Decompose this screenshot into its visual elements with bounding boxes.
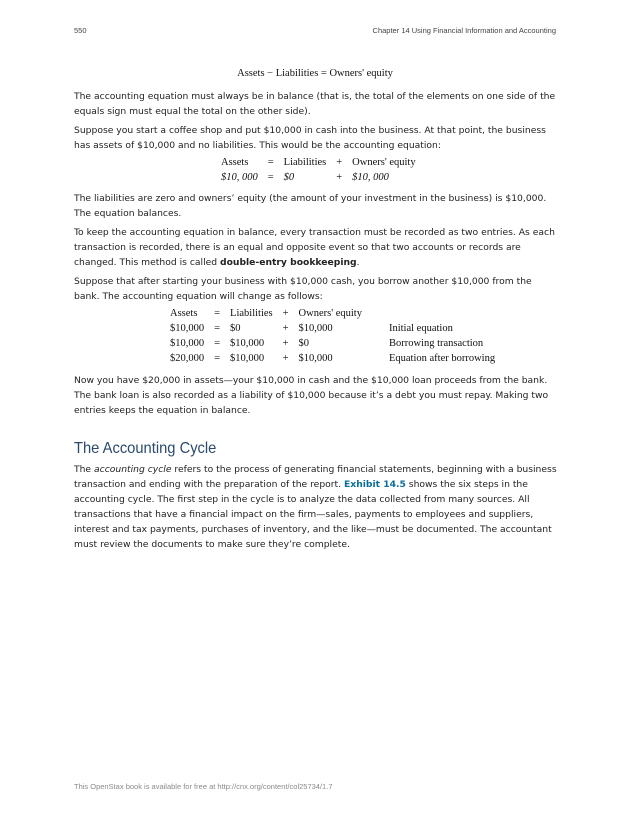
eq-cell: $0 [298, 338, 310, 349]
eq-cell: Assets [221, 157, 249, 168]
paragraph-text: The accounting equation must always be in balance (that is, the total of the elements on one side of the equals sign must equal the total on the other side). [74, 91, 556, 117]
eq-cell: Liabilities [283, 157, 327, 168]
eq-cell: $0 [230, 323, 241, 334]
eq-cell: + [282, 338, 289, 349]
equation-borrowing-table [165, 306, 500, 366]
paragraph-accounting-cycle [74, 462, 558, 552]
eq-cell: + [282, 353, 289, 364]
page-number: 550 [74, 26, 87, 35]
paragraph-coffee-shop [74, 123, 558, 153]
equation-row [165, 321, 500, 336]
equation-row [165, 336, 500, 351]
paragraph-balance [74, 89, 558, 119]
text-run: To keep the accounting equation in balance, every transaction must be recorded as two entries. As each transaction is recorded, there is an equal and opposite event so that two accounts or records are changed. This method is called [74, 227, 555, 268]
text-run: . [356, 257, 360, 268]
paragraph-text [74, 225, 558, 270]
term-double-entry: double-entry bookkeeping [220, 257, 357, 268]
paragraph-text: Suppose you start a coffee shop and put $10,000 in cash into the business. At that point, the business has assets of $10,000 and no liabilities. This would be the accounting equation: [74, 125, 546, 151]
term-accounting-cycle: accounting cycle [94, 464, 172, 475]
text-run: shows the six steps in the accounting cycle. The first step in the cycle is to analyze the data collected from many sources. All transactions that have a financial impact on the firm—sales, payments to employees and suppliers, interest and tax payments, purchases of inventory, and the like—must be documented. The accountant must review the documents to make sure they’re complete. [74, 479, 552, 550]
eq-cell: $0 [283, 172, 295, 183]
paragraph-liabilities-zero [74, 191, 558, 221]
eq-cell: Assets [170, 308, 198, 319]
paragraph-text: Suppose that after starting your business with $10,000 cash, you borrow another $10,000 from the bank. The accounting equation will change as follows: [74, 276, 532, 302]
eq-cell: = [267, 157, 274, 168]
eq-cell: $10,000 [230, 353, 265, 364]
eq-cell: = [214, 308, 221, 319]
equation-coffee-shop [216, 155, 421, 185]
eq-cell: Liabilities [230, 308, 273, 319]
equation-header-row [165, 306, 500, 321]
eq-cell: $10,000 [170, 323, 205, 334]
eq-cell: $10, 000 [221, 172, 258, 183]
eq-cell: = [214, 353, 221, 364]
section-title: The Accounting Cycle [74, 440, 217, 457]
eq-cell: $10,000 [298, 323, 333, 334]
eq-cell: Equation after borrowing [388, 353, 496, 364]
eq-cell [367, 306, 500, 321]
text-run: refers to the process of generating financial statements, beginning with a business transaction and ending with the preparation of the report. [74, 464, 557, 490]
eq-cell: Borrowing transaction [388, 338, 484, 349]
accounting-equation: Assets − Liabilities = Owners' equity [237, 68, 393, 79]
paragraph-text: Now you have $20,000 in assets—your $10,000 in cash and the $10,000 loan proceeds from the bank. The bank loan is also recorded as a liability of $10,000 because it’s a debt you must repay. Making two entries keeps the equation in balance. [74, 375, 549, 416]
paragraph-text: The liabilities are zero and owners’ equity (the amount of your investment in the business) is $10,000. The equation balances. [74, 193, 547, 219]
footer-note: This OpenStax book is available for free at http://cnx.org/content/col25734/1.7 [74, 782, 333, 791]
exhibit-link[interactable]: Exhibit 14.5 [344, 479, 406, 490]
eq-cell: + [336, 157, 343, 168]
equation-row [165, 351, 500, 366]
eq-cell: Owners' equity [352, 157, 416, 168]
paragraph-now-assets [74, 373, 558, 418]
eq-cell: Owners' equity [298, 308, 362, 319]
equation-row [216, 170, 421, 185]
eq-cell: = [267, 172, 274, 183]
paragraph-double-entry [74, 225, 558, 270]
eq-cell: = [214, 323, 221, 334]
eq-cell: $10,000 [230, 338, 265, 349]
equation-row [216, 155, 421, 170]
eq-cell: $10,000 [298, 353, 333, 364]
paragraph-borrow [74, 274, 558, 304]
eq-cell: $20,000 [170, 353, 205, 364]
eq-cell: + [336, 172, 343, 183]
text-run: The [74, 464, 95, 475]
chapter-title: Chapter 14 Using Financial Information and Accounting [372, 26, 556, 35]
eq-cell: + [282, 323, 289, 334]
paragraph-text [74, 462, 558, 552]
eq-cell: Initial equation [388, 323, 453, 334]
eq-cell: + [282, 308, 289, 319]
eq-cell: $10, 000 [352, 172, 389, 183]
eq-cell: = [214, 338, 221, 349]
eq-cell: $10,000 [170, 338, 205, 349]
